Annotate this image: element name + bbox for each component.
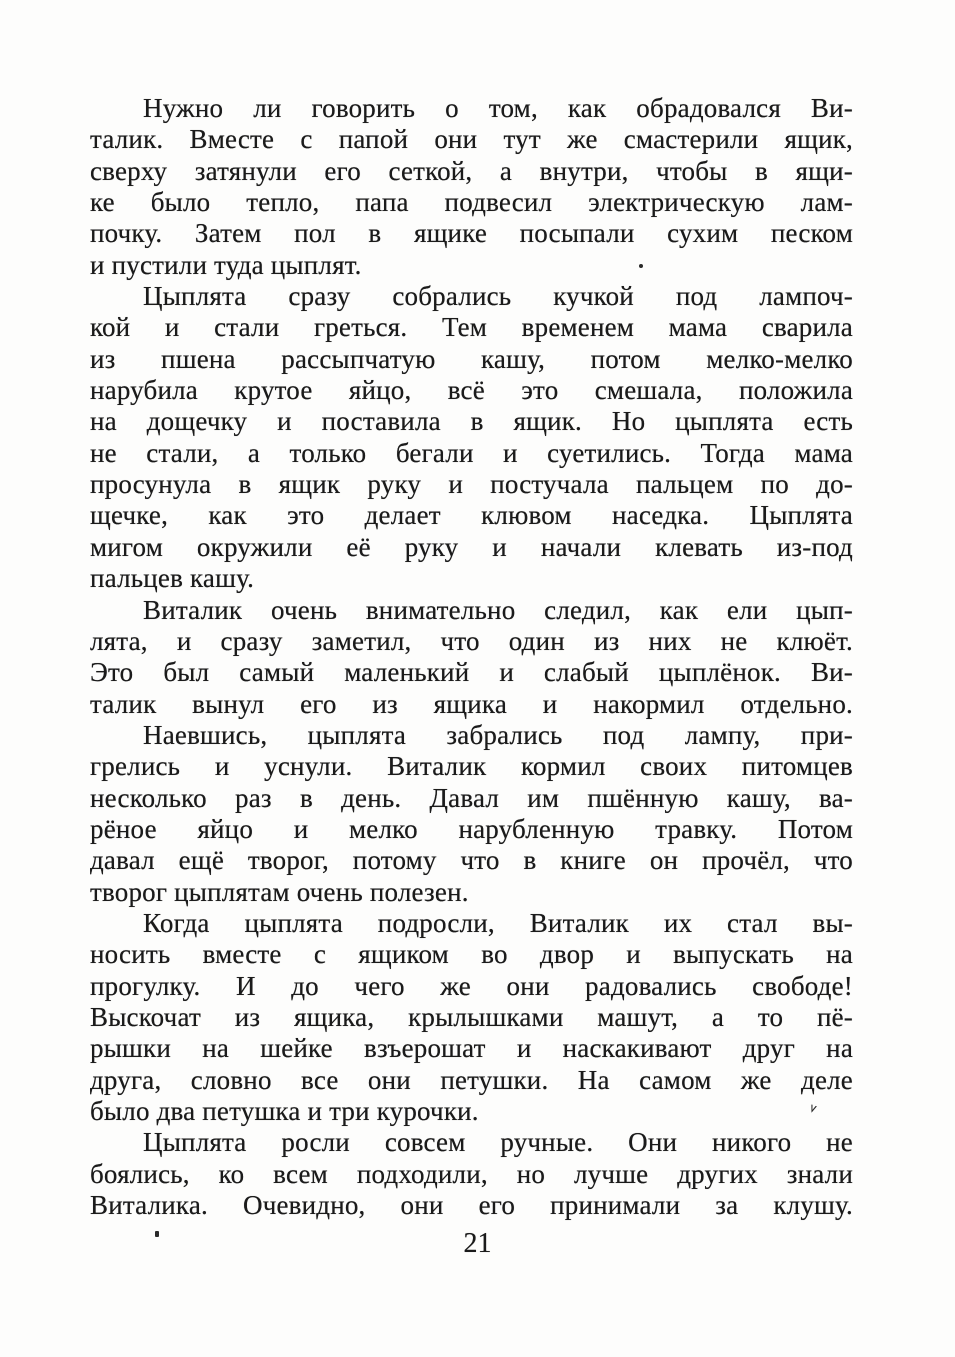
page-number: 21 — [463, 1228, 492, 1259]
text-line: друга, словно все они петушки. На самом же деле — [90, 1064, 853, 1095]
text-line: рышки на шейке взъерошат и наскакивают друг на — [90, 1033, 853, 1064]
text-line: прогулку. И до чего же они радовались свободе! — [90, 970, 853, 1001]
ink-speck — [155, 1231, 159, 1237]
paragraph — [90, 908, 853, 1127]
text-line: талик. Вместе с папой они тут же смастерили ящик, — [90, 124, 853, 155]
text-line: талик вынул его из ящика и накормил отдельно. — [90, 688, 853, 719]
text-line: пальцев кашу. — [90, 563, 255, 594]
text-line: Наевшись, цыплята забрались под лампу, при- — [143, 719, 853, 750]
text-line: не стали, а только бегали и суетились. Тогда мама — [90, 437, 853, 468]
text-line: боялись, ко всем подходили, но лучше других знали — [90, 1158, 853, 1189]
text-line: и пустили туда цыплят. — [90, 249, 362, 280]
text-line: Нужно ли говорить о том, как обрадовался Ви- — [143, 93, 853, 123]
text-line: грелись и уснули. Виталик кормил своих питомцев — [90, 751, 853, 782]
text-line: носить вместе с ящиком во двор и выпускать на — [90, 939, 853, 970]
text-line: просунула в ящик руку и постучала пальцем по до- — [90, 469, 853, 500]
text-line: ке было тепло, папа подвесил электрическую лам- — [90, 187, 853, 218]
text-line: кой и стали греться. Тем временем мама сварила — [90, 312, 853, 343]
text-line: на дощечку и поставила в ящик. Но цыплята есть — [90, 406, 853, 437]
text-line: было два петушка и три курочки. — [90, 1096, 479, 1126]
text-line: рёное яйцо и мелко нарубленную травку. Потом — [90, 813, 853, 844]
text-line: Виталик очень внимательно следил, как ели цып- — [143, 594, 853, 625]
text-line: сверху затянули его сеткой, а внутри, чтобы в ящи- — [90, 155, 853, 186]
paragraph — [90, 281, 853, 594]
text-line: Когда цыплята подросли, Виталик их стал вы- — [143, 907, 853, 938]
text-block — [90, 93, 853, 1221]
text-line: нарубила крутое яйцо, всё это смешала, положила — [90, 375, 853, 406]
text-line: лята, и сразу заметил, что один из них не клюёт. — [90, 625, 853, 656]
text-line: творог цыплятам очень полезен. — [90, 876, 469, 907]
text-line: несколько раз в день. Давал им пшённую кашу, ва- — [90, 782, 853, 813]
paragraph — [90, 93, 853, 281]
text-line: Выскочат из ящика, крылышками машут, а то пё- — [90, 1001, 853, 1032]
text-line: мигом окружили её руку и начали клевать из-под — [90, 531, 853, 562]
text-line: Виталика. Очевидно, они его принимали за клушу. — [90, 1190, 853, 1221]
ink-speck — [639, 264, 643, 268]
text-line: Это был самый маленький и слабый цыплёнок. Ви- — [90, 657, 853, 688]
text-line: почку. Затем пол в ящике посыпали сухим песком — [90, 218, 853, 249]
text-line: щечке, как это делает клювом наседка. Цыплята — [90, 500, 853, 531]
text-line: Цыплята сразу собрались кучкой под лампоч- — [143, 281, 853, 312]
text-line: из пшена рассыпчатую кашу, потом мелко-мелко — [90, 343, 853, 374]
paragraph — [90, 595, 853, 720]
paragraph — [90, 720, 853, 908]
paragraph — [90, 1127, 853, 1221]
text-line: Цыплята росли совсем ручные. Они никого не — [143, 1127, 853, 1158]
text-line: давал ещё творог, потому что в книге он прочёл, что — [90, 845, 853, 876]
